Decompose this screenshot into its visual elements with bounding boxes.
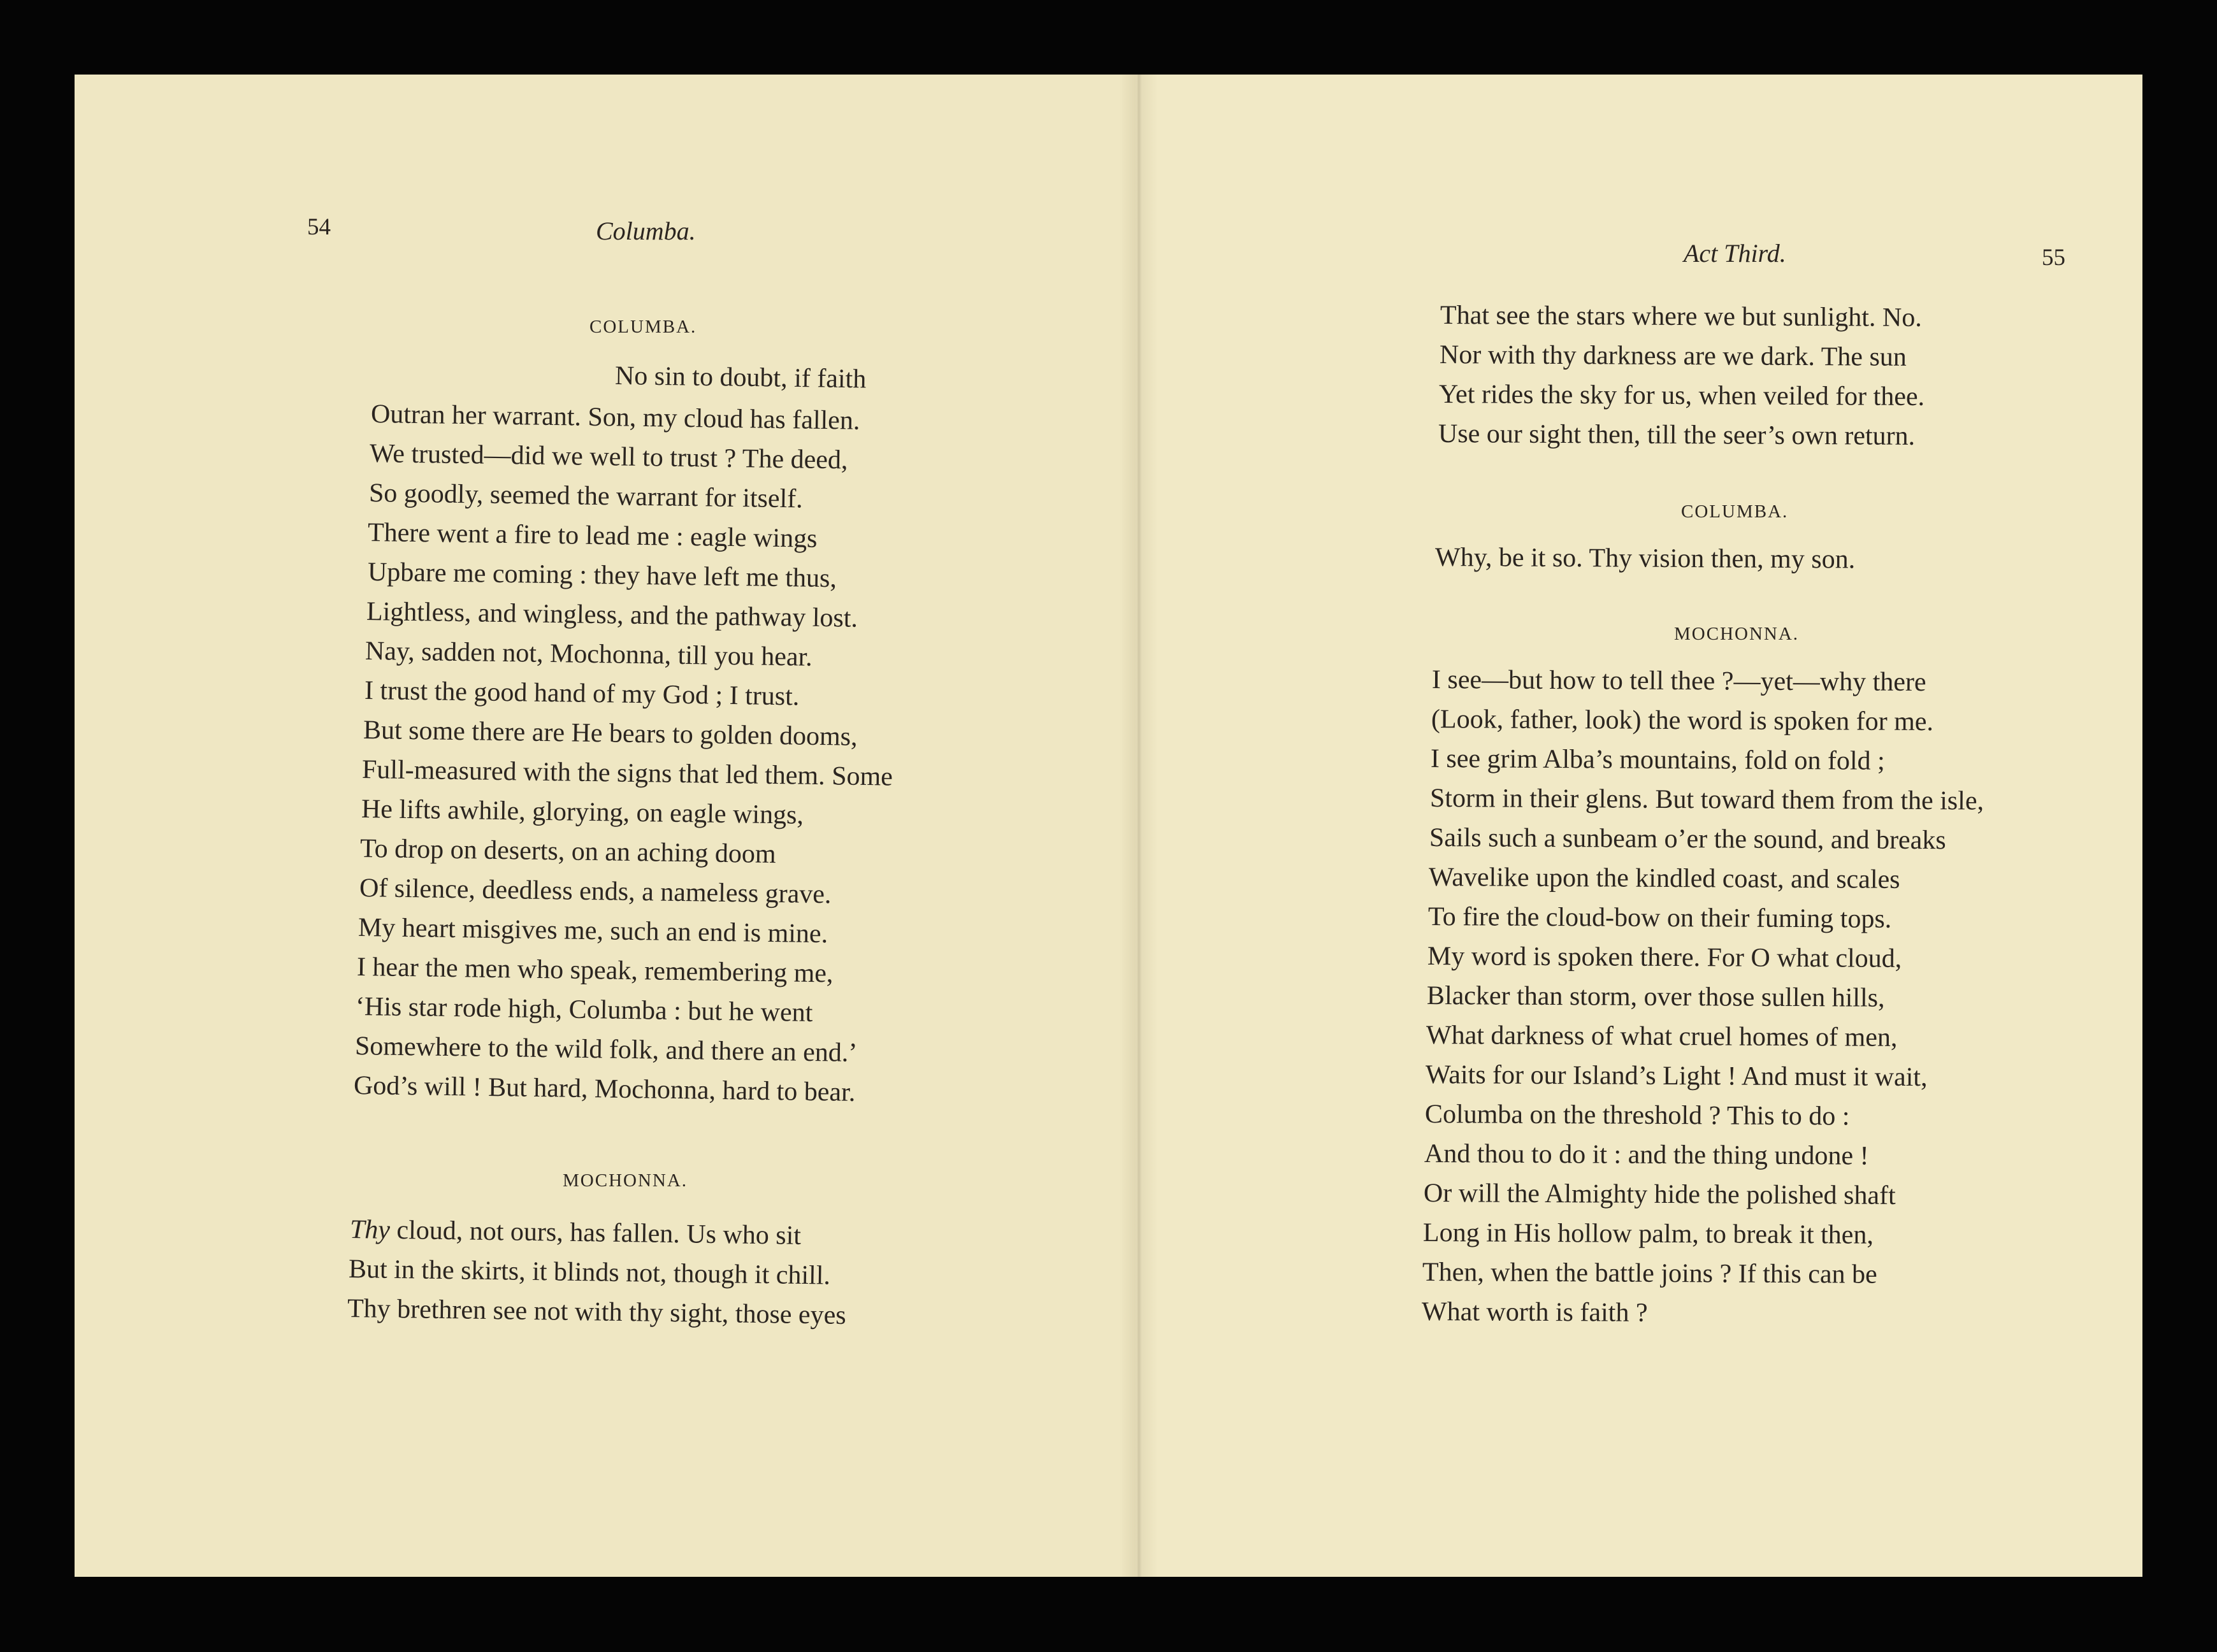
verse-line: God’s will ! But hard, Mochonna, hard to bear. bbox=[353, 1071, 856, 1107]
book-spread bbox=[75, 75, 2142, 1577]
speaker-name: COLUMBA. bbox=[1681, 501, 1789, 522]
verse-line: I see—but how to tell thee ?—yet—why there bbox=[1431, 665, 1926, 698]
verse-line: Outran her warrant. Son, my cloud has fallen. bbox=[370, 399, 860, 436]
verse-line: Storm in their glens. But toward them from the isle, bbox=[1429, 784, 1984, 816]
italic-word: Thy bbox=[349, 1215, 391, 1245]
verse-line: What worth is faith ? bbox=[1421, 1297, 1648, 1328]
verse-line: Blacker than storm, over those sullen hills, bbox=[1426, 981, 1885, 1013]
verse-line: Nor with thy darkness are we dark. The sun bbox=[1439, 340, 1907, 372]
verse-line: Columba on the threshold ? This to do : bbox=[1424, 1100, 1850, 1131]
verse-line: I trust the good hand of my God ; I trust. bbox=[364, 676, 800, 712]
verse-line: To fire the cloud-bow on their fuming tops. bbox=[1427, 902, 1892, 934]
verse-line: Wavelike upon the kindled coast, and scales bbox=[1428, 863, 1900, 894]
verse-line: That see the stars where we but sunlight. No. bbox=[1440, 301, 1922, 333]
page-number: 54 bbox=[307, 214, 331, 240]
verse-line: Upbare me coming : they have left me thus, bbox=[367, 557, 837, 594]
verse-line: I hear the men who speak, remembering me, bbox=[356, 952, 834, 989]
verse-line: Somewhere to the wild folk, and there an end.’ bbox=[354, 1031, 858, 1068]
verse-line bbox=[350, 1216, 802, 1249]
verse-line: Full-measured with the signs that led them. Some bbox=[361, 755, 893, 792]
verse-line: Thy brethren see not with thy sight, those eyes bbox=[347, 1294, 846, 1330]
verse-line: What darkness of what cruel homes of men, bbox=[1426, 1021, 1898, 1052]
verse-line: We trusted—did we well to trust ? The deed, bbox=[369, 439, 848, 475]
speaker-name: COLUMBA. bbox=[589, 317, 697, 337]
verse-line: Waits for our Island’s Light ! And must it wait, bbox=[1425, 1060, 1928, 1093]
verse-line: My word is spoken there. For O what cloud, bbox=[1427, 942, 1902, 973]
speaker-name: MOCHONNA. bbox=[1674, 624, 1800, 644]
verse-line: He lifts awhile, glorying, on eagle wings, bbox=[361, 794, 804, 830]
verse-line: Lightless, and wingless, and the pathway lost. bbox=[366, 597, 858, 633]
verse-line: Of silence, deedless ends, a nameless grave. bbox=[359, 873, 832, 910]
right-page bbox=[1136, 75, 2142, 1577]
verse-line: And thou to do it : and the thing undone ! bbox=[1424, 1139, 1869, 1171]
verse-line: I see grim Alba’s mountains, fold on fold ; bbox=[1430, 744, 1885, 776]
verse-line: Or will the Almighty hide the polished shaft bbox=[1423, 1179, 1896, 1210]
verse-line: Then, when the battle joins ? If this can be bbox=[1422, 1258, 1877, 1289]
verse-line: (Look, father, look) the word is spoken for me. bbox=[1431, 705, 1934, 737]
verse-line: To drop on deserts, on an aching doom bbox=[359, 834, 776, 870]
verse-line: But some there are He bears to golden dooms, bbox=[363, 715, 858, 752]
left-page bbox=[75, 75, 1136, 1577]
verse-line: Use our sight then, till the seer’s own return. bbox=[1438, 419, 1916, 451]
verse-line: My heart misgives me, such an end is mine. bbox=[357, 913, 828, 949]
verse-line: So goodly, seemed the warrant for itself. bbox=[368, 478, 804, 514]
book-gutter bbox=[1120, 75, 1158, 1577]
verse-line: Nay, sadden not, Mochonna, till you hear. bbox=[365, 636, 813, 672]
verse-line: ‘His star rode high, Columba : but he went bbox=[355, 992, 813, 1028]
verse-line: Sails such a sunbeam o’er the sound, and breaks bbox=[1429, 823, 1946, 856]
speaker-name: MOCHONNA. bbox=[563, 1170, 688, 1191]
verse-line-rest: cloud, not ours, has fallen. Us who sit bbox=[389, 1215, 802, 1251]
verse-line: There went a fire to lead me : eagle wings bbox=[367, 518, 818, 554]
verse-line: Yet rides the sky for us, when veiled for thee. bbox=[1438, 380, 1925, 412]
verse-line: Long in His hollow palm, to break it then, bbox=[1422, 1218, 1874, 1250]
running-head: Act Third. bbox=[1684, 239, 1786, 268]
verse-line: Why, be it so. Thy vision then, my son. bbox=[1434, 543, 1856, 575]
running-head: Columba. bbox=[596, 217, 696, 245]
verse-line: No sin to doubt, if faith bbox=[614, 361, 867, 394]
verse-line: But in the skirts, it blinds not, though it chill. bbox=[348, 1254, 831, 1291]
page-number: 55 bbox=[2042, 245, 2065, 271]
